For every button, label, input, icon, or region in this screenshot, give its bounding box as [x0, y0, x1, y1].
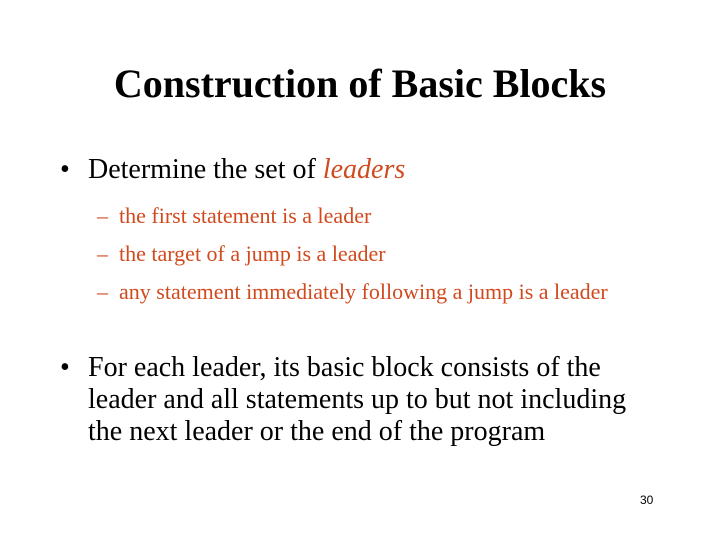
sub-item [97, 273, 677, 311]
sub-item [97, 235, 677, 273]
bullet-marker: • [60, 352, 70, 383]
bullet-text: For each leader, its basic block consists of the leader and all statements up to but not including the next leader or the end of the program [88, 352, 627, 447]
bullet-basic-block-definition [60, 352, 650, 448]
emphasis-leaders: leaders [322, 154, 406, 185]
sub-item [97, 197, 677, 235]
sub-dash: – [97, 241, 108, 266]
bullet-prefix: Determine the set of [88, 154, 323, 185]
slide-title: Construction of Basic Blocks [113, 61, 607, 106]
sub-dash: – [97, 279, 108, 304]
sub-text: the first statement is a leader [119, 203, 372, 228]
sub-list [97, 197, 677, 311]
bullet-marker: • [60, 154, 70, 185]
bullet-determine-leaders [60, 154, 660, 186]
page-number: 30 [640, 493, 654, 507]
bullet-text [88, 154, 660, 186]
sub-text: any statement immediately following a jump is a leader [119, 279, 608, 304]
sub-dash: – [97, 203, 108, 228]
sub-text: the target of a jump is a leader [119, 241, 386, 266]
